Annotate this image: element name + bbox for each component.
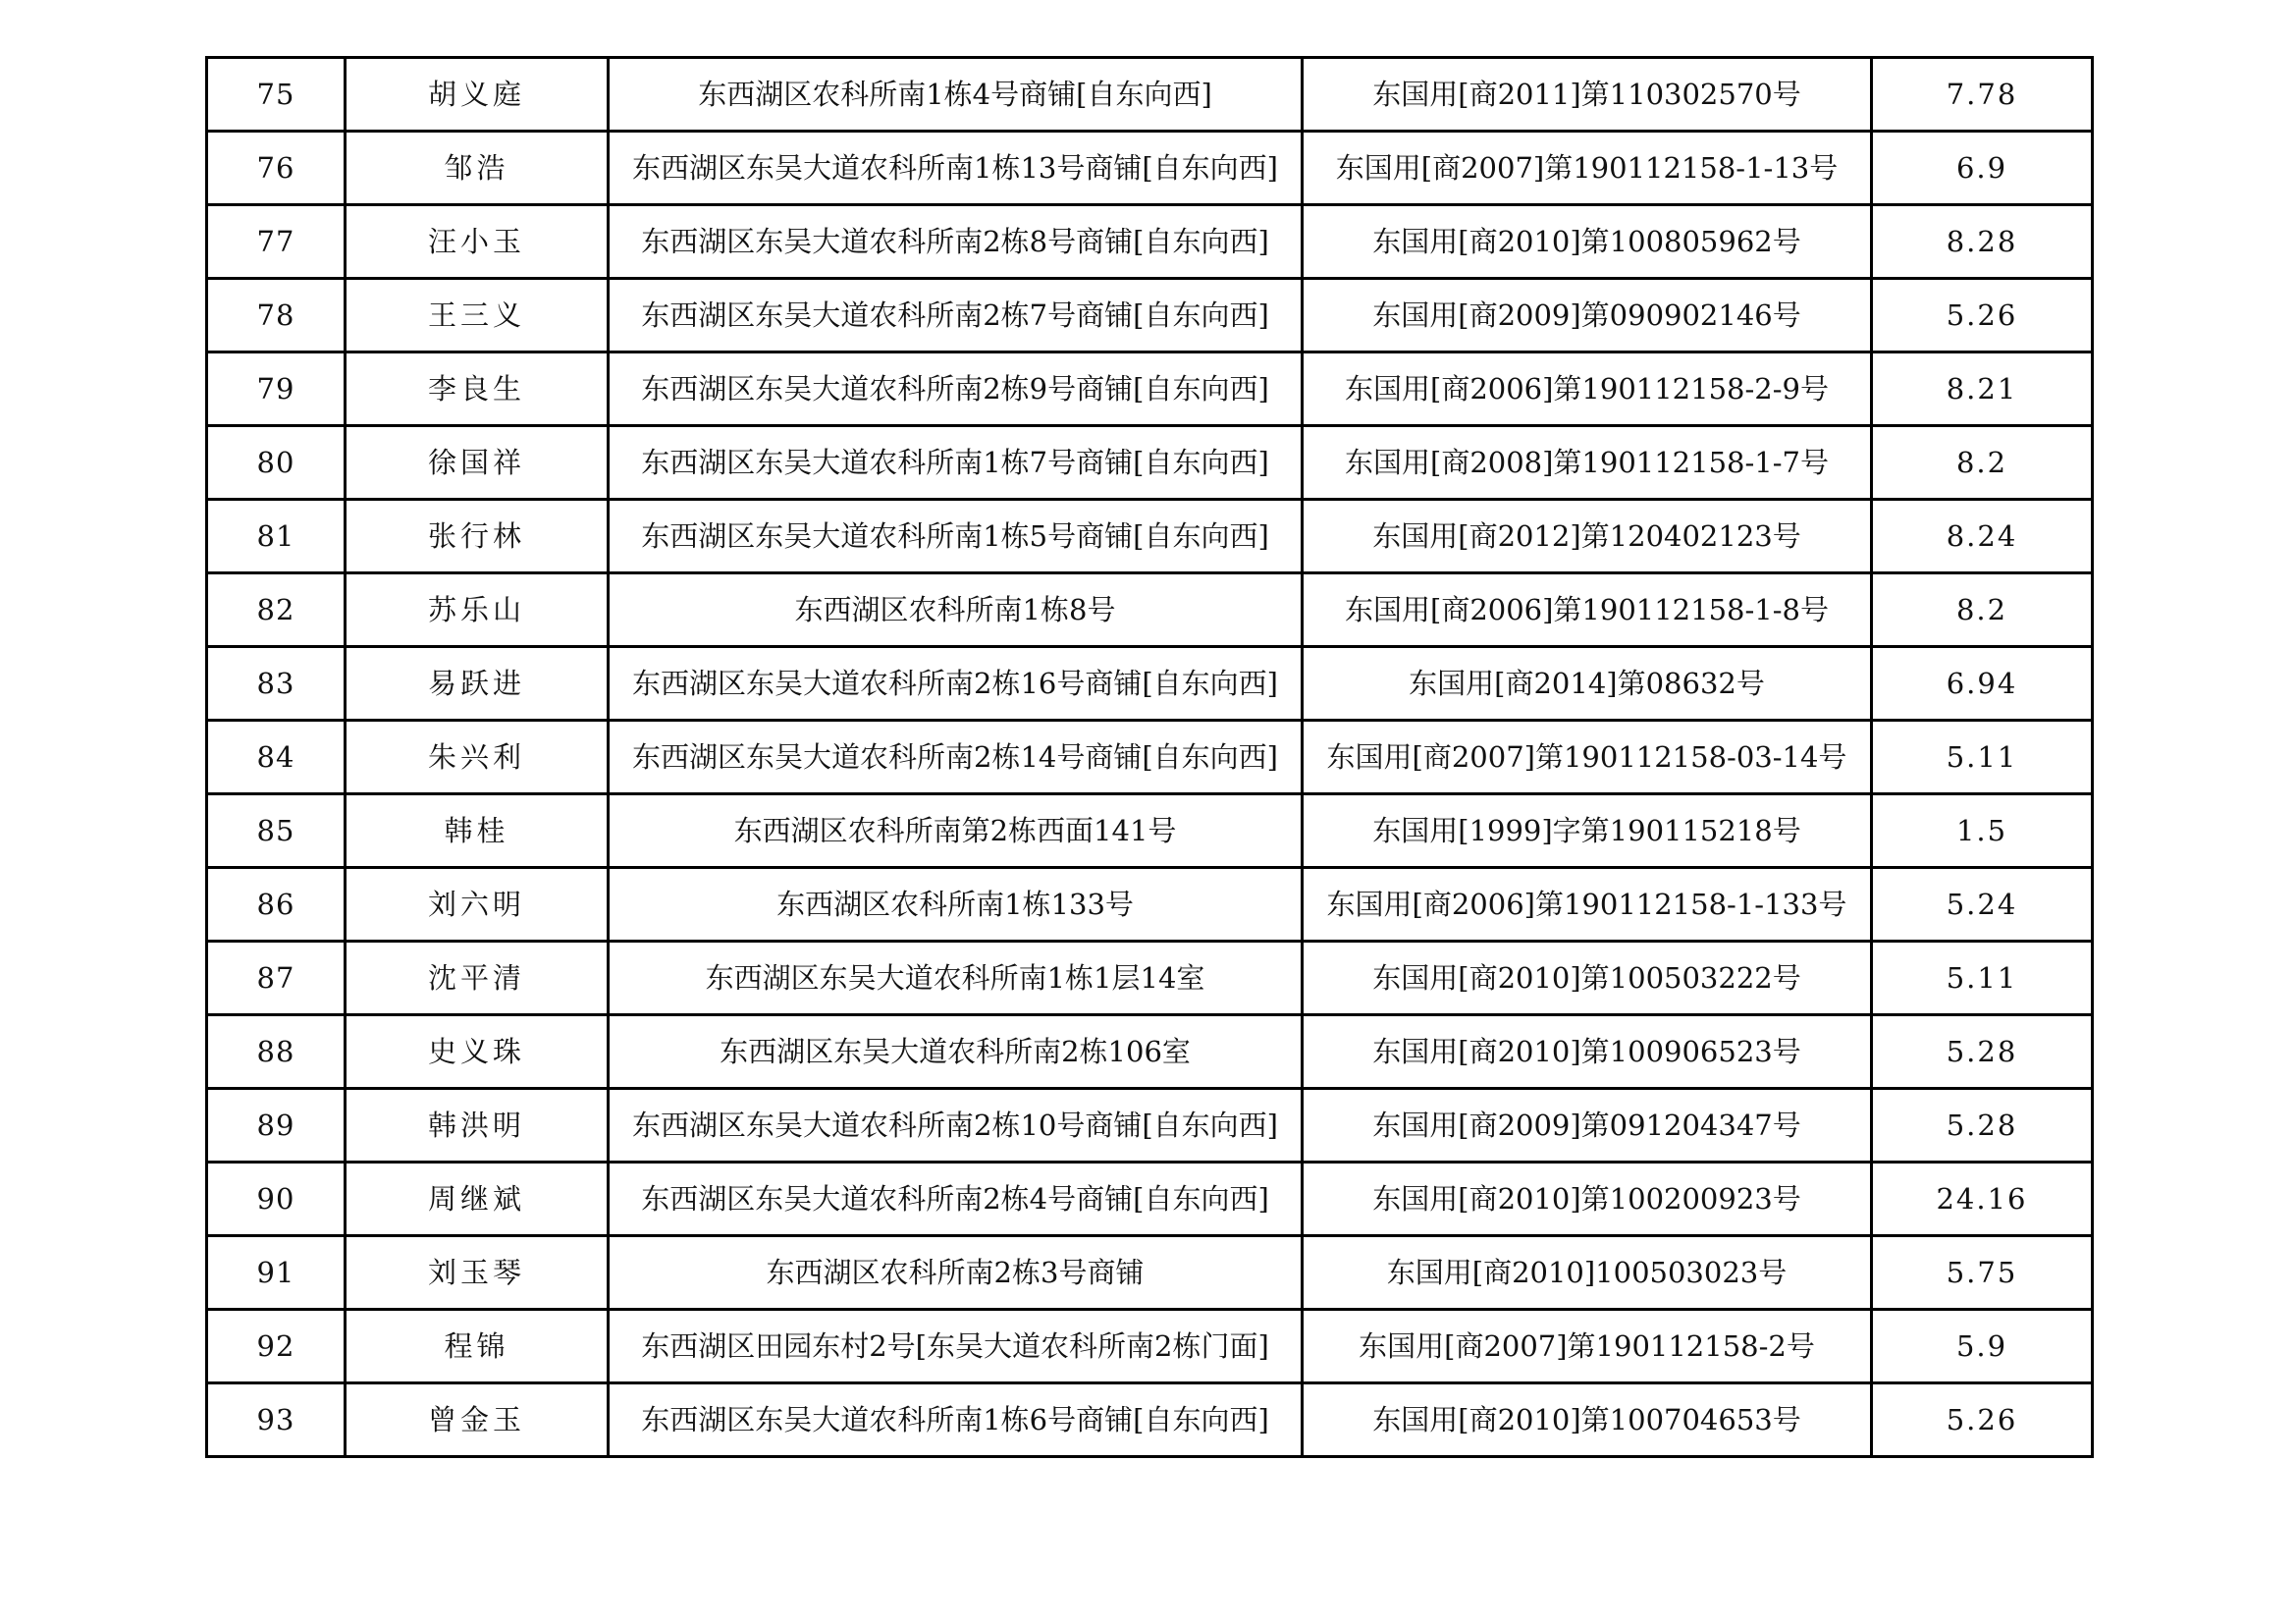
owner-name: 汪小玉 — [346, 205, 609, 279]
row-number: 77 — [207, 205, 346, 279]
area-value: 5.75 — [1872, 1236, 2093, 1310]
property-address: 东西湖区东吴大道农科所南1栋5号商铺[自东向西] — [609, 500, 1303, 573]
certificate-number: 东国用[商2007]第190112158-03-14号 — [1303, 721, 1872, 794]
table-row — [207, 205, 2093, 279]
row-number: 88 — [207, 1015, 346, 1089]
property-address: 东西湖区东吴大道农科所南2栋10号商铺[自东向西] — [609, 1089, 1303, 1163]
certificate-number: 东国用[商2009]第090902146号 — [1303, 279, 1872, 352]
area-value: 5.11 — [1872, 721, 2093, 794]
owner-name: 王三义 — [346, 279, 609, 352]
table-row — [207, 942, 2093, 1015]
area-value: 6.94 — [1872, 647, 2093, 721]
certificate-number: 东国用[商2006]第190112158-2-9号 — [1303, 352, 1872, 426]
certificate-number: 东国用[商2014]第08632号 — [1303, 647, 1872, 721]
certificate-number: 东国用[商2007]第190112158-1-13号 — [1303, 132, 1872, 205]
area-value: 5.9 — [1872, 1310, 2093, 1383]
property-address: 东西湖区农科所南1栋4号商铺[自东向西] — [609, 58, 1303, 132]
owner-name: 胡义庭 — [346, 58, 609, 132]
property-address: 东西湖区东吴大道农科所南2栋9号商铺[自东向西] — [609, 352, 1303, 426]
table-body — [207, 58, 2093, 1457]
area-value: 1.5 — [1872, 794, 2093, 868]
owner-name: 史义珠 — [346, 1015, 609, 1089]
certificate-number: 东国用[1999]字第190115218号 — [1303, 794, 1872, 868]
table-row — [207, 500, 2093, 573]
area-value: 8.28 — [1872, 205, 2093, 279]
certificate-number: 东国用[商2010]第100200923号 — [1303, 1163, 1872, 1236]
property-address: 东西湖区东吴大道农科所南2栋7号商铺[自东向西] — [609, 279, 1303, 352]
row-number: 89 — [207, 1089, 346, 1163]
owner-name: 刘六明 — [346, 868, 609, 942]
row-number: 90 — [207, 1163, 346, 1236]
land-certificate-table — [205, 56, 2094, 1458]
owner-name: 李良生 — [346, 352, 609, 426]
certificate-number: 东国用[商2012]第120402123号 — [1303, 500, 1872, 573]
row-number: 82 — [207, 573, 346, 647]
row-number: 78 — [207, 279, 346, 352]
owner-name: 韩洪明 — [346, 1089, 609, 1163]
certificate-number: 东国用[商2007]第190112158-2号 — [1303, 1310, 1872, 1383]
table-row — [207, 352, 2093, 426]
owner-name: 沈平清 — [346, 942, 609, 1015]
table-row — [207, 132, 2093, 205]
property-address: 东西湖区东吴大道农科所南1栋6号商铺[自东向西] — [609, 1383, 1303, 1457]
certificate-number: 东国用[商2010]第100503222号 — [1303, 942, 1872, 1015]
owner-name: 徐国祥 — [346, 426, 609, 500]
area-value: 6.9 — [1872, 132, 2093, 205]
property-address: 东西湖区东吴大道农科所南2栋106室 — [609, 1015, 1303, 1089]
area-value: 5.28 — [1872, 1089, 2093, 1163]
property-address: 东西湖区东吴大道农科所南1栋1层14室 — [609, 942, 1303, 1015]
owner-name: 韩桂 — [346, 794, 609, 868]
owner-name: 曾金玉 — [346, 1383, 609, 1457]
table-row — [207, 794, 2093, 868]
owner-name: 程锦 — [346, 1310, 609, 1383]
table-row — [207, 279, 2093, 352]
area-value: 8.2 — [1872, 573, 2093, 647]
certificate-number: 东国用[商2006]第190112158-1-8号 — [1303, 573, 1872, 647]
area-value: 5.26 — [1872, 279, 2093, 352]
table-row — [207, 573, 2093, 647]
row-number: 87 — [207, 942, 346, 1015]
row-number: 76 — [207, 132, 346, 205]
certificate-number: 东国用[商2008]第190112158-1-7号 — [1303, 426, 1872, 500]
area-value: 5.11 — [1872, 942, 2093, 1015]
certificate-number: 东国用[商2010]第100906523号 — [1303, 1015, 1872, 1089]
property-address: 东西湖区农科所南1栋8号 — [609, 573, 1303, 647]
certificate-number: 东国用[商2010]第100805962号 — [1303, 205, 1872, 279]
row-number: 84 — [207, 721, 346, 794]
certificate-number: 东国用[商2010]第100704653号 — [1303, 1383, 1872, 1457]
table-row — [207, 721, 2093, 794]
row-number: 80 — [207, 426, 346, 500]
property-address: 东西湖区农科所南第2栋西面141号 — [609, 794, 1303, 868]
area-value: 8.21 — [1872, 352, 2093, 426]
row-number: 91 — [207, 1236, 346, 1310]
table-row — [207, 1236, 2093, 1310]
certificate-number: 东国用[商2009]第091204347号 — [1303, 1089, 1872, 1163]
row-number: 79 — [207, 352, 346, 426]
owner-name: 易跃进 — [346, 647, 609, 721]
table-row — [207, 1015, 2093, 1089]
document-page — [205, 56, 2091, 1458]
table-row — [207, 647, 2093, 721]
row-number: 86 — [207, 868, 346, 942]
area-value: 5.28 — [1872, 1015, 2093, 1089]
property-address: 东西湖区农科所南1栋133号 — [609, 868, 1303, 942]
property-address: 东西湖区东吴大道农科所南1栋7号商铺[自东向西] — [609, 426, 1303, 500]
row-number: 75 — [207, 58, 346, 132]
owner-name: 周继斌 — [346, 1163, 609, 1236]
property-address: 东西湖区东吴大道农科所南2栋8号商铺[自东向西] — [609, 205, 1303, 279]
table-row — [207, 868, 2093, 942]
area-value: 8.24 — [1872, 500, 2093, 573]
certificate-number: 东国用[商2010]100503023号 — [1303, 1236, 1872, 1310]
area-value: 5.24 — [1872, 868, 2093, 942]
property-address: 东西湖区东吴大道农科所南2栋14号商铺[自东向西] — [609, 721, 1303, 794]
table-row — [207, 1310, 2093, 1383]
owner-name: 刘玉琴 — [346, 1236, 609, 1310]
table-row — [207, 426, 2093, 500]
property-address: 东西湖区东吴大道农科所南1栋13号商铺[自东向西] — [609, 132, 1303, 205]
area-value: 8.2 — [1872, 426, 2093, 500]
area-value: 5.26 — [1872, 1383, 2093, 1457]
table-row — [207, 1089, 2093, 1163]
area-value: 24.16 — [1872, 1163, 2093, 1236]
area-value: 7.78 — [1872, 58, 2093, 132]
property-address: 东西湖区田园东村2号[东吴大道农科所南2栋门面] — [609, 1310, 1303, 1383]
property-address: 东西湖区农科所南2栋3号商铺 — [609, 1236, 1303, 1310]
certificate-number: 东国用[商2011]第110302570号 — [1303, 58, 1872, 132]
owner-name: 朱兴利 — [346, 721, 609, 794]
row-number: 83 — [207, 647, 346, 721]
owner-name: 苏乐山 — [346, 573, 609, 647]
row-number: 93 — [207, 1383, 346, 1457]
owner-name: 张行林 — [346, 500, 609, 573]
certificate-number: 东国用[商2006]第190112158-1-133号 — [1303, 868, 1872, 942]
table-row — [207, 1163, 2093, 1236]
owner-name: 邹浩 — [346, 132, 609, 205]
row-number: 81 — [207, 500, 346, 573]
table-row — [207, 1383, 2093, 1457]
row-number: 92 — [207, 1310, 346, 1383]
property-address: 东西湖区东吴大道农科所南2栋16号商铺[自东向西] — [609, 647, 1303, 721]
table-row — [207, 58, 2093, 132]
row-number: 85 — [207, 794, 346, 868]
property-address: 东西湖区东吴大道农科所南2栋4号商铺[自东向西] — [609, 1163, 1303, 1236]
